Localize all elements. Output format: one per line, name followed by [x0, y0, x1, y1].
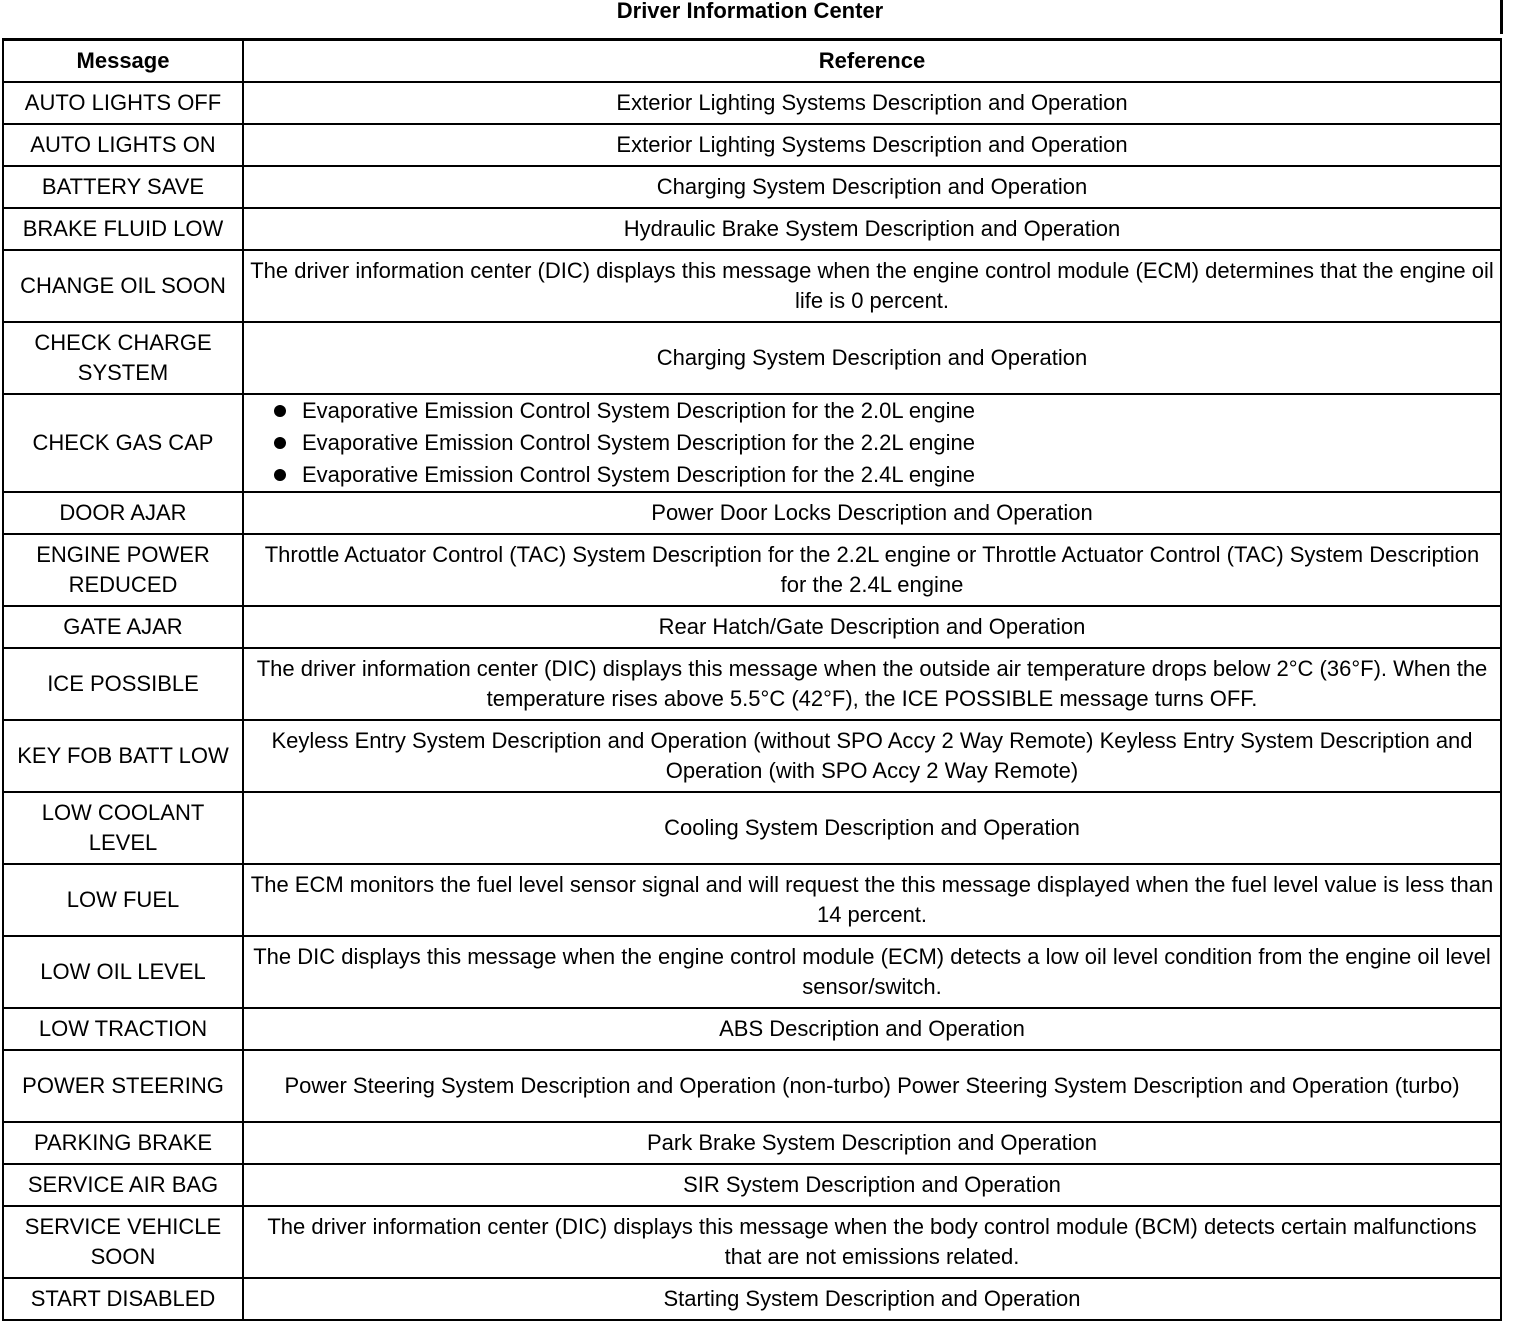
table-row: [3, 82, 1501, 124]
table-row: [3, 1008, 1501, 1050]
reference-cell: ABS Description and Operation: [243, 1008, 1501, 1050]
reference-cell: Exterior Lighting Systems Description and Operation: [243, 124, 1501, 166]
message-cell: CHANGE OIL SOON: [3, 250, 243, 322]
message-cell: LOW FUEL: [3, 864, 243, 936]
table-row: [3, 1122, 1501, 1164]
header-row: [3, 40, 1501, 83]
message-cell: CHECK GAS CAP: [3, 394, 243, 492]
table-row: [3, 1050, 1501, 1122]
reference-cell: Hydraulic Brake System Description and Operation: [243, 208, 1501, 250]
table-row: [3, 322, 1501, 394]
table-title: Driver Information Center: [0, 0, 1503, 34]
bullet-text: Evaporative Emission Control System Description for the 2.0L engine: [302, 398, 975, 423]
message-cell: LOW TRACTION: [3, 1008, 243, 1050]
message-cell: BRAKE FLUID LOW: [3, 208, 243, 250]
reference-cell: Keyless Entry System Description and Operation (without SPO Accy 2 Way Remote) Keyless Entry System Description and Operation (with SPO Accy 2 Way Remote): [243, 720, 1501, 792]
message-cell: PARKING BRAKE: [3, 1122, 243, 1164]
table-row: [3, 720, 1501, 792]
reference-bullet-item: [270, 427, 1494, 459]
reference-column-header: Reference: [243, 40, 1501, 83]
table-row: [3, 534, 1501, 606]
reference-cell: The DIC displays this message when the engine control module (ECM) detects a low oil level condition from the engine oil level sensor/switch.: [243, 936, 1501, 1008]
table-row: [3, 1164, 1501, 1206]
message-column-header: Message: [3, 40, 243, 83]
table-row: [3, 648, 1501, 720]
table-row: [3, 124, 1501, 166]
reference-bullet-item: [270, 395, 1494, 427]
message-cell: ICE POSSIBLE: [3, 648, 243, 720]
reference-cell: The ECM monitors the fuel level sensor signal and will request the this message displayed when the fuel level value is less than 14 percent.: [243, 864, 1501, 936]
message-cell: POWER STEERING: [3, 1050, 243, 1122]
message-cell: BATTERY SAVE: [3, 166, 243, 208]
table-row: [3, 250, 1501, 322]
message-cell: CHECK CHARGE SYSTEM: [3, 322, 243, 394]
reference-bullet-item: [270, 459, 1494, 491]
bullet-icon: [274, 405, 286, 417]
bullet-text: Evaporative Emission Control System Description for the 2.4L engine: [302, 462, 975, 487]
bullet-text: Evaporative Emission Control System Description for the 2.2L engine: [302, 430, 975, 455]
reference-cell: Exterior Lighting Systems Description and Operation: [243, 82, 1501, 124]
table-row: [3, 1206, 1501, 1278]
message-cell: KEY FOB BATT LOW: [3, 720, 243, 792]
reference-cell: Cooling System Description and Operation: [243, 792, 1501, 864]
table-row: [3, 792, 1501, 864]
reference-cell: Park Brake System Description and Operation: [243, 1122, 1501, 1164]
message-cell: SERVICE AIR BAG: [3, 1164, 243, 1206]
message-cell: AUTO LIGHTS ON: [3, 124, 243, 166]
message-cell: SERVICE VEHICLE SOON: [3, 1206, 243, 1278]
bullet-icon: [274, 469, 286, 481]
message-cell: DOOR AJAR: [3, 492, 243, 534]
reference-cell: Rear Hatch/Gate Description and Operation: [243, 606, 1501, 648]
message-cell: LOW OIL LEVEL: [3, 936, 243, 1008]
reference-cell: Charging System Description and Operation: [243, 322, 1501, 394]
reference-cell: The driver information center (DIC) displays this message when the body control module (BCM) detects certain malfunctions that are not emissions related.: [243, 1206, 1501, 1278]
message-cell: START DISABLED: [3, 1278, 243, 1320]
message-cell: AUTO LIGHTS OFF: [3, 82, 243, 124]
reference-bullet-list: [250, 395, 1494, 491]
table-row: [3, 492, 1501, 534]
reference-cell: Starting System Description and Operation: [243, 1278, 1501, 1320]
table-row: [3, 606, 1501, 648]
reference-cell: SIR System Description and Operation: [243, 1164, 1501, 1206]
reference-cell: Throttle Actuator Control (TAC) System Description for the 2.2L engine or Throttle Actuator Control (TAC) System Description for the 2.4L engine: [243, 534, 1501, 606]
reference-cell: Power Door Locks Description and Operation: [243, 492, 1501, 534]
reference-cell: The driver information center (DIC) displays this message when the outside air temperature drops below 2°C (36°F). When the temperature rises above 5.5°C (42°F), the ICE POSSIBLE message turns OFF.: [243, 648, 1501, 720]
table-row: [3, 208, 1501, 250]
reference-cell: Power Steering System Description and Operation (non-turbo) Power Steering System Description and Operation (turbo): [243, 1050, 1501, 1122]
table-row: [3, 936, 1501, 1008]
table-row: [3, 394, 1501, 492]
table-row: [3, 1278, 1501, 1320]
message-cell: ENGINE POWER REDUCED: [3, 534, 243, 606]
bullet-icon: [274, 437, 286, 449]
table-row: [3, 166, 1501, 208]
dic-message-table: [2, 38, 1502, 1321]
table-row: [3, 864, 1501, 936]
reference-cell: Charging System Description and Operation: [243, 166, 1501, 208]
message-cell: LOW COOLANT LEVEL: [3, 792, 243, 864]
message-cell: GATE AJAR: [3, 606, 243, 648]
reference-cell: The driver information center (DIC) displays this message when the engine control module (ECM) determines that the engine oil life is 0 percent.: [243, 250, 1501, 322]
reference-cell: [243, 394, 1501, 492]
